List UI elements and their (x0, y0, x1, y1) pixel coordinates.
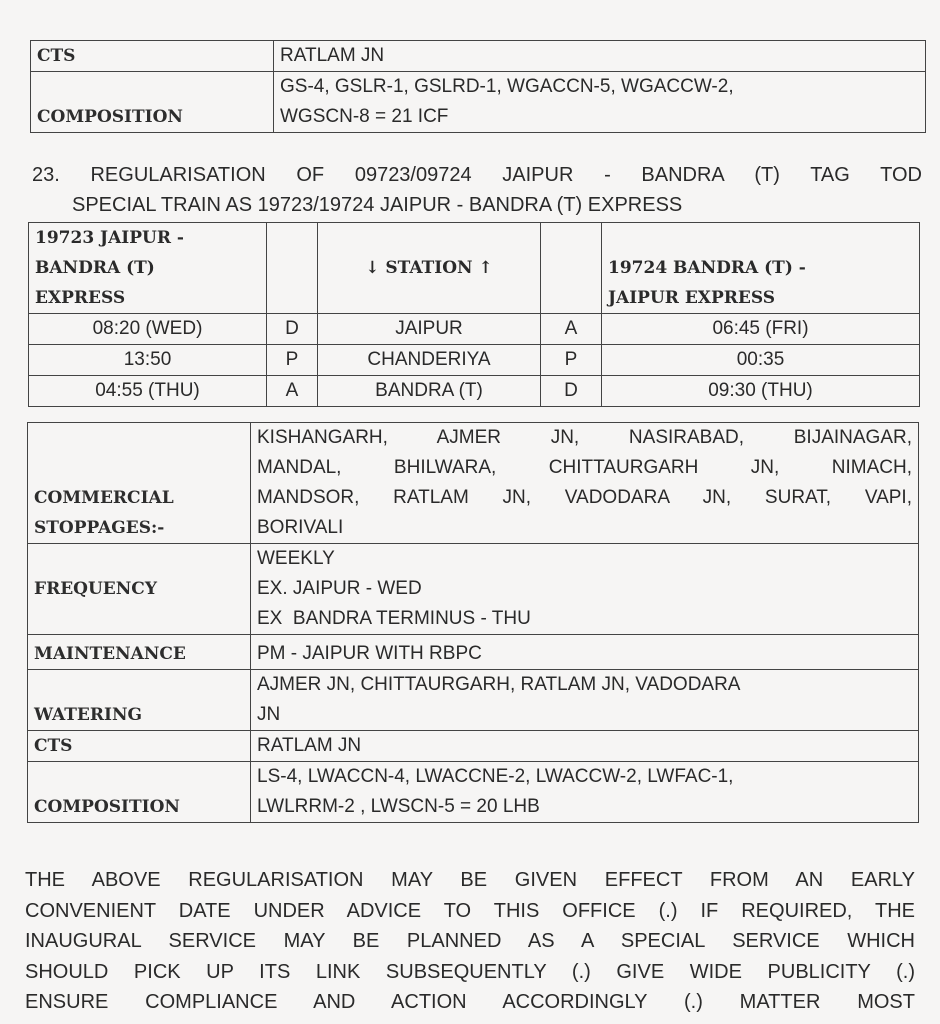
down-code: A (267, 376, 318, 407)
row-label: CTS (31, 41, 274, 72)
value-line: GS-4, GSLR-1, GSLRD-1, WGACCN-5, WGACCW-2, (280, 76, 734, 97)
value-line: WGSCN-8 = 21 ICF (280, 106, 449, 127)
up-time: 09:30 (THU) (602, 376, 920, 407)
section-heading (32, 160, 922, 220)
timetable-row (29, 345, 920, 376)
value-line: PM - JAIPUR WITH RBPC (257, 643, 482, 664)
up-code: A (541, 314, 602, 345)
down-time: 08:20 (WED) (29, 314, 267, 345)
row-value (251, 635, 919, 670)
value-line: AJMER JN, CHITTAURGARH, RATLAM JN, VADODARA (257, 674, 741, 695)
down-time: 04:55 (THU) (29, 376, 267, 407)
up-code: D (541, 376, 602, 407)
station-name: CHANDERIYA (318, 345, 541, 376)
row-value (251, 731, 919, 762)
up-time: 06:45 (FRI) (602, 314, 920, 345)
header-line: EXPRESS (35, 288, 126, 308)
down-time: 13:50 (29, 345, 267, 376)
table-row (28, 635, 919, 670)
previous-train-details-table (30, 40, 926, 133)
value-line: EX BANDRA TERMINUS - THU (257, 608, 531, 629)
value-line: RATLAM JN (280, 45, 385, 66)
down-train-header (29, 223, 267, 314)
value-line: BORIVALI (257, 517, 344, 538)
row-value (251, 544, 919, 635)
paragraph-line: INAUGURAL SERVICE MAY BE PLANNED AS A SPECIAL SERVICE WHICH (25, 930, 915, 952)
station-name: BANDRA (T) (318, 376, 541, 407)
station-name: JAIPUR (318, 314, 541, 345)
timetable-header (29, 223, 920, 314)
header-line: 19724 BANDRA (T) - (608, 258, 806, 278)
row-label (28, 635, 251, 670)
value-line: KISHANGARH, AJMER JN, NASIRABAD, BIJAINAGAR, (257, 427, 912, 448)
row-label: COMPOSITION (31, 72, 274, 133)
station-header: ↓ STATION ↑ (318, 223, 541, 314)
label-line: CTS (34, 736, 73, 756)
down-code: P (267, 345, 318, 376)
table-row (28, 731, 919, 762)
label-line: MAINTENANCE (34, 644, 186, 664)
row-label (28, 670, 251, 731)
table-row (28, 670, 919, 731)
timetable (28, 222, 920, 407)
value-line: LS-4, LWACCN-4, LWACCNE-2, LWACCW-2, LWFAC-1, (257, 766, 734, 787)
label-line: WATERING (34, 705, 143, 725)
train-details-table (27, 422, 919, 823)
timetable-row (29, 376, 920, 407)
header-line: 19723 JAIPUR - (35, 228, 184, 248)
code-header (267, 223, 318, 314)
up-train-header (602, 223, 920, 314)
value-line: EX. JAIPUR - WED (257, 578, 422, 599)
row-value (251, 423, 919, 544)
paragraph-line: SHOULD PICK UP ITS LINK SUBSEQUENTLY (.) GIVE WIDE PUBLICITY (.) (25, 960, 915, 983)
label-line: COMPOSITION (34, 797, 180, 817)
value-line: MANDAL, BHILWARA, CHITTAURGARH JN, NIMACH, (257, 457, 912, 478)
paragraph-line: CONVENIENT DATE UNDER ADVICE TO THIS OFFICE (.) IF REQUIRED, THE (25, 899, 915, 922)
down-code: D (267, 314, 318, 345)
value-line: JN (257, 704, 281, 725)
header-line: JAIPUR EXPRESS (608, 288, 776, 308)
table-row (28, 544, 919, 635)
value-line: WEEKLY (257, 548, 335, 569)
timetable-row (29, 314, 920, 345)
row-label (28, 544, 251, 635)
row-value (274, 41, 926, 72)
row-value (251, 762, 919, 823)
code-header (541, 223, 602, 314)
label-line: COMMERCIAL (34, 488, 174, 508)
row-value (251, 670, 919, 731)
row-label (28, 762, 251, 823)
paragraph-line: THE ABOVE REGULARISATION MAY BE GIVEN EFFECT FROM AN EARLY (25, 869, 915, 891)
label-line: STOPPAGES:- (34, 518, 165, 538)
label-line: FREQUENCY (34, 579, 157, 599)
up-time: 00:35 (602, 345, 920, 376)
heading-line: SPECIAL TRAIN AS 19723/19724 JAIPUR - BANDRA (T) EXPRESS (72, 194, 683, 216)
row-value (274, 72, 926, 133)
up-code: P (541, 345, 602, 376)
table-row (31, 72, 926, 133)
value-line: LWLRRM-2 , LWSCN-5 = 20 LHB (257, 796, 540, 817)
heading-line: 23. REGULARISATION OF 09723/09724 JAIPUR - BANDRA (T) TAG TOD (32, 164, 922, 186)
header-line: BANDRA (T) (35, 258, 155, 278)
table-row (28, 423, 919, 544)
row-label (28, 423, 251, 544)
table-row (31, 41, 926, 72)
table-row (28, 762, 919, 823)
row-label (28, 731, 251, 762)
paragraph-line: ENSURE COMPLIANCE AND ACTION ACCORDINGLY (.) MATTER MOST (25, 991, 915, 1013)
closing-paragraph (25, 865, 915, 1018)
value-line: MANDSOR, RATLAM JN, VADODARA JN, SURAT, VAPI, (257, 487, 912, 508)
value-line: RATLAM JN (257, 735, 362, 756)
